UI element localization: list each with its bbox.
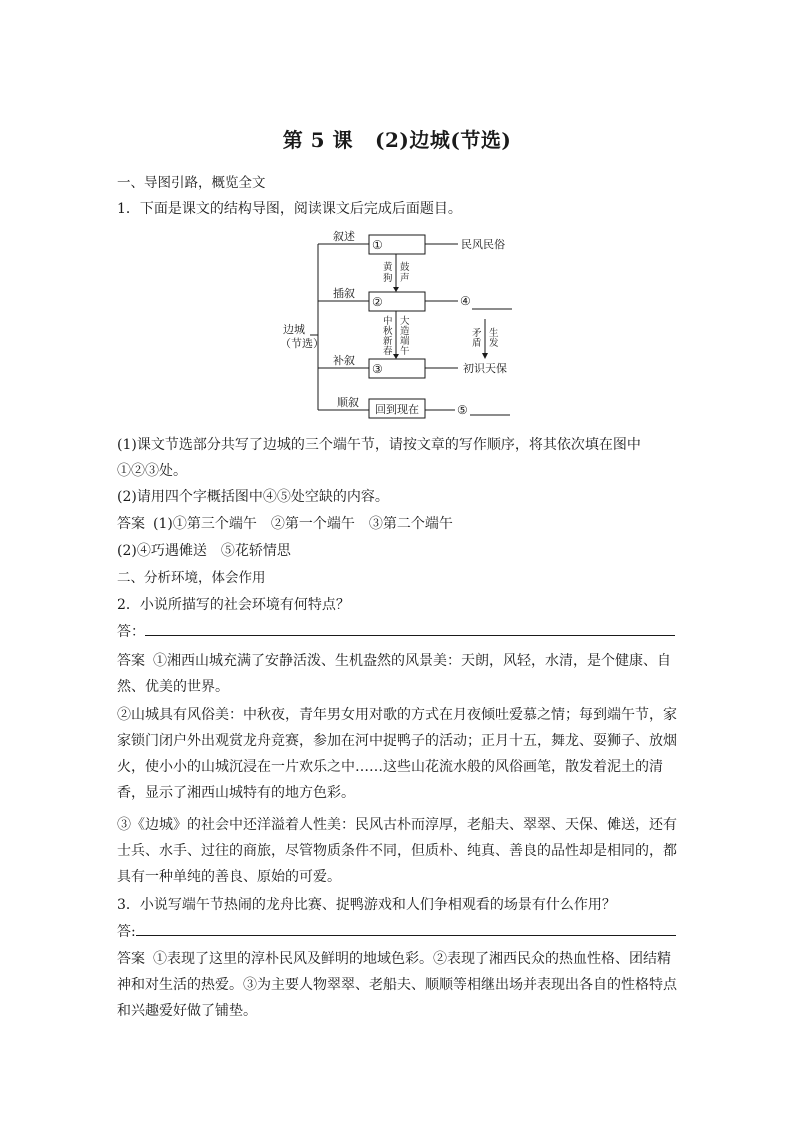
answer-line-3 xyxy=(117,919,679,945)
box-2-label: ② xyxy=(372,295,383,309)
branch-insert: 插叙 xyxy=(333,287,355,300)
answer-blank[interactable] xyxy=(145,621,675,636)
vlabel: 声 xyxy=(400,273,410,284)
answer-1-text: (1)①第三个端午 ②第一个端午 ③第二个端午 xyxy=(153,516,453,532)
branch-sequential: 顺叙 xyxy=(337,396,359,409)
answer-2-para2: ②山城具有风俗美：中秋夜，青年男女用对歌的方式在月夜倾吐爱慕之情；每到端午节，家家锁门闭户外出观赏龙舟竞赛，参加在河中捉鸭子的活动；正月十五，舞龙、耍狮子、放烟火，使小小的山城沉浸在一片欢乐之中……这些山花流水般的风俗画笔，散发着泥土的清香，显示了湘西山城特有的地方色彩。 xyxy=(117,707,677,801)
vlabel: 矛 xyxy=(472,328,482,339)
box-3-label: ③ xyxy=(372,362,383,376)
answer-label: 答案 xyxy=(117,653,145,669)
vlabel: 盾 xyxy=(472,338,482,349)
circle-5-label: ⑤ xyxy=(457,403,468,417)
answer-1-line1 xyxy=(117,511,679,537)
first-meet-label: 初识天保 xyxy=(463,362,507,375)
answer-label: 答案 xyxy=(117,951,145,967)
box-4-label: 回到现在 xyxy=(375,403,419,416)
vlabel: 造 xyxy=(400,326,410,337)
answer-3-para xyxy=(117,946,679,1024)
vlabel: 鼓 xyxy=(400,262,410,273)
lesson-number: 第 5 课 xyxy=(282,128,354,152)
diagram-root-line2: （节选） xyxy=(280,337,324,350)
vlabel: 黄 xyxy=(383,262,393,273)
branch-supplement: 补叙 xyxy=(333,354,355,367)
vlabel: 狗 xyxy=(383,273,393,284)
question-2: 2．小说所描写的社会环境有何特点？ xyxy=(117,597,350,613)
circle-4-label: ④ xyxy=(460,294,471,308)
branch-narration: 叙述 xyxy=(333,230,355,243)
answer-2-text1: ①湘西山城充满了安静活泼、生机盎然的风景美：天朗，风轻，水清，是个健康、自然、优美的世界。 xyxy=(117,653,671,695)
structure-diagram xyxy=(0,225,794,425)
answer-prompt: 答: xyxy=(117,924,136,940)
answer-label: 答案 xyxy=(117,516,145,532)
vlabel: 新 xyxy=(383,336,393,347)
vlabel: 发 xyxy=(489,338,499,349)
question-1-part2: (2)请用四个字概括图中④⑤处空缺的内容。 xyxy=(117,489,389,505)
answer-2-para1 xyxy=(117,648,679,700)
question-1-part1: (1)课文节选部分共写了边城的三个端午节，请按文章的写作顺序，将其依次填在图中①②③处。 xyxy=(117,437,641,479)
vlabel: 午 xyxy=(400,346,410,357)
page-title xyxy=(0,124,794,153)
folk-customs-label: 民风民俗 xyxy=(461,238,505,251)
diagram-root-line1: 边城 xyxy=(283,323,305,336)
question-1: 1．下面是课文的结构导图，阅读课文后完成后面题目。 xyxy=(117,201,462,217)
box-1-label: ① xyxy=(372,238,383,252)
vlabel: 端 xyxy=(400,336,410,347)
lesson-name: (2)边城(节选) xyxy=(375,128,512,152)
answer-2-para3: ③《边城》的社会中还洋溢着人性美：民风古朴而淳厚，老船夫、翠翠、天保、傩送，还有士兵、水手、过往的商旅，尽管物质条件不同，但质朴、纯真、善良的品性却是相同的，都具有一种单纯的善良、原始的可爱。 xyxy=(117,817,677,885)
section2-heading: 二、分析环境，体会作用 xyxy=(117,570,266,586)
vlabel: 中 xyxy=(383,316,393,327)
vlabel: 春 xyxy=(383,346,393,357)
vlabel: 大 xyxy=(400,316,410,327)
question-3: 3．小说写端午节热闹的龙舟比赛、捉鸭游戏和人们争相观看的场景有什么作用？ xyxy=(117,897,616,913)
answer-line-2 xyxy=(117,619,679,645)
answer-3-text: ①表现了这里的淳朴民风及鲜明的地域色彩。②表现了湘西民众的热血性格、团结精神和对生活的热爱。③为主要人物翠翠、老船夫、顺顺等相继出场并表现出各自的性格特点和兴趣爱好做了铺垫。 xyxy=(117,951,677,1019)
vlabel: 秋 xyxy=(383,326,393,337)
vlabel: 生 xyxy=(489,328,499,339)
section1-heading: 一、导图引路，概览全文 xyxy=(117,175,266,191)
answer-1-line2: (2)④巧遇傩送 ⑤花轿情思 xyxy=(117,543,291,559)
answer-blank[interactable] xyxy=(136,921,676,936)
answer-prompt: 答： xyxy=(117,624,145,640)
